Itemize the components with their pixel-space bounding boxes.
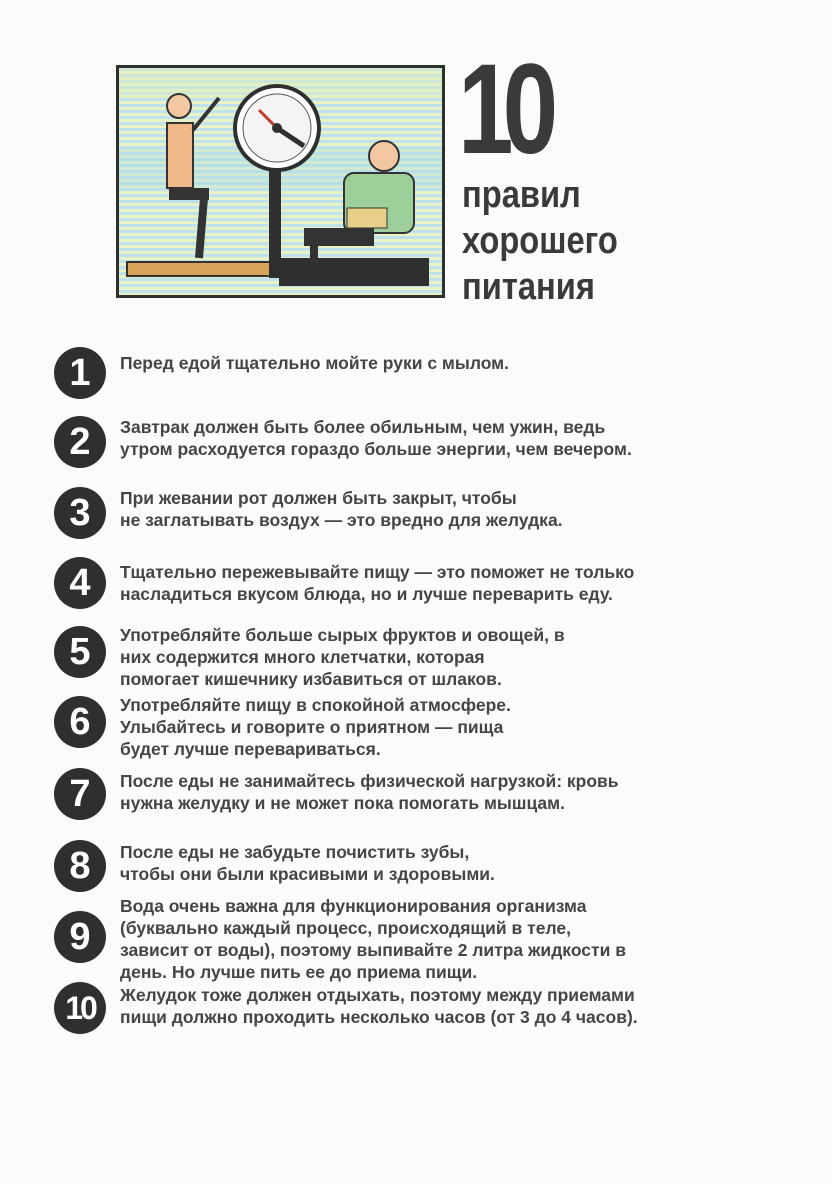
scale-cartoon-illustration xyxy=(116,65,445,298)
rule-text: После еды не забудьте почистить зубы, чтобы они были красивыми и здоровыми. xyxy=(120,842,495,884)
title-line-2: хорошего xyxy=(462,220,618,262)
rule-text: После еды не занимайтесь физической нагрузкой: кровь нужна желудку и не может пока помогать мышцам. xyxy=(120,771,619,813)
rule-number-badge: 7 xyxy=(54,768,106,820)
rule-text: Перед едой тщательно мойте руки с мылом. xyxy=(120,353,509,373)
rule-number-badge: 6 xyxy=(54,696,106,748)
rule-number-badge: 3 xyxy=(54,487,106,539)
rule-text: Желудок тоже должен отдыхать, поэтому между приемами пищи должно проходить несколько часов (от 3 до 4 часов). xyxy=(120,985,638,1027)
rule-number-badge: 2 xyxy=(54,416,106,468)
rule-text: Употребляйте больше сырых фруктов и овощей, в них содержится много клетчатки, которая помогает кишечнику избавиться от шлаков. xyxy=(120,625,565,689)
rule-text: Завтрак должен быть более обильным, чем ужин, ведь утром расходуется гораздо больше энергии, чем вечером. xyxy=(120,417,632,459)
title-line-3: питания xyxy=(462,266,595,308)
rule-text: При жевании рот должен быть закрыт, чтобы не заглатывать воздух — это вредно для желудка. xyxy=(120,488,563,530)
title-line-1: правил xyxy=(462,174,581,216)
rule-text: Вода очень важна для функционирования организма (буквально каждый процесс, происходящий в теле, зависит от воды), поэтому выпивайте 2 литра жидкости в день. Но лучше пить ее до приема пищи. xyxy=(120,896,626,982)
rule-text: Тщательно пережевывайте пищу — это поможет не только насладиться вкусом блюда, но и лучше переварить еду. xyxy=(120,562,635,604)
title-number: 10 xyxy=(458,38,548,181)
rule-number-badge: 9 xyxy=(54,911,106,963)
rule-number-badge: 8 xyxy=(54,840,106,892)
rule-number-badge: 1 xyxy=(54,347,106,399)
rule-number-badge: 4 xyxy=(54,557,106,609)
rule-text: Употребляйте пищу в спокойной атмосфере. Улыбайтесь и говорите о приятном — пища будет лучше перевариваться. xyxy=(120,695,511,759)
rule-number-badge: 10 xyxy=(54,982,106,1034)
rule-number-badge: 5 xyxy=(54,626,106,678)
